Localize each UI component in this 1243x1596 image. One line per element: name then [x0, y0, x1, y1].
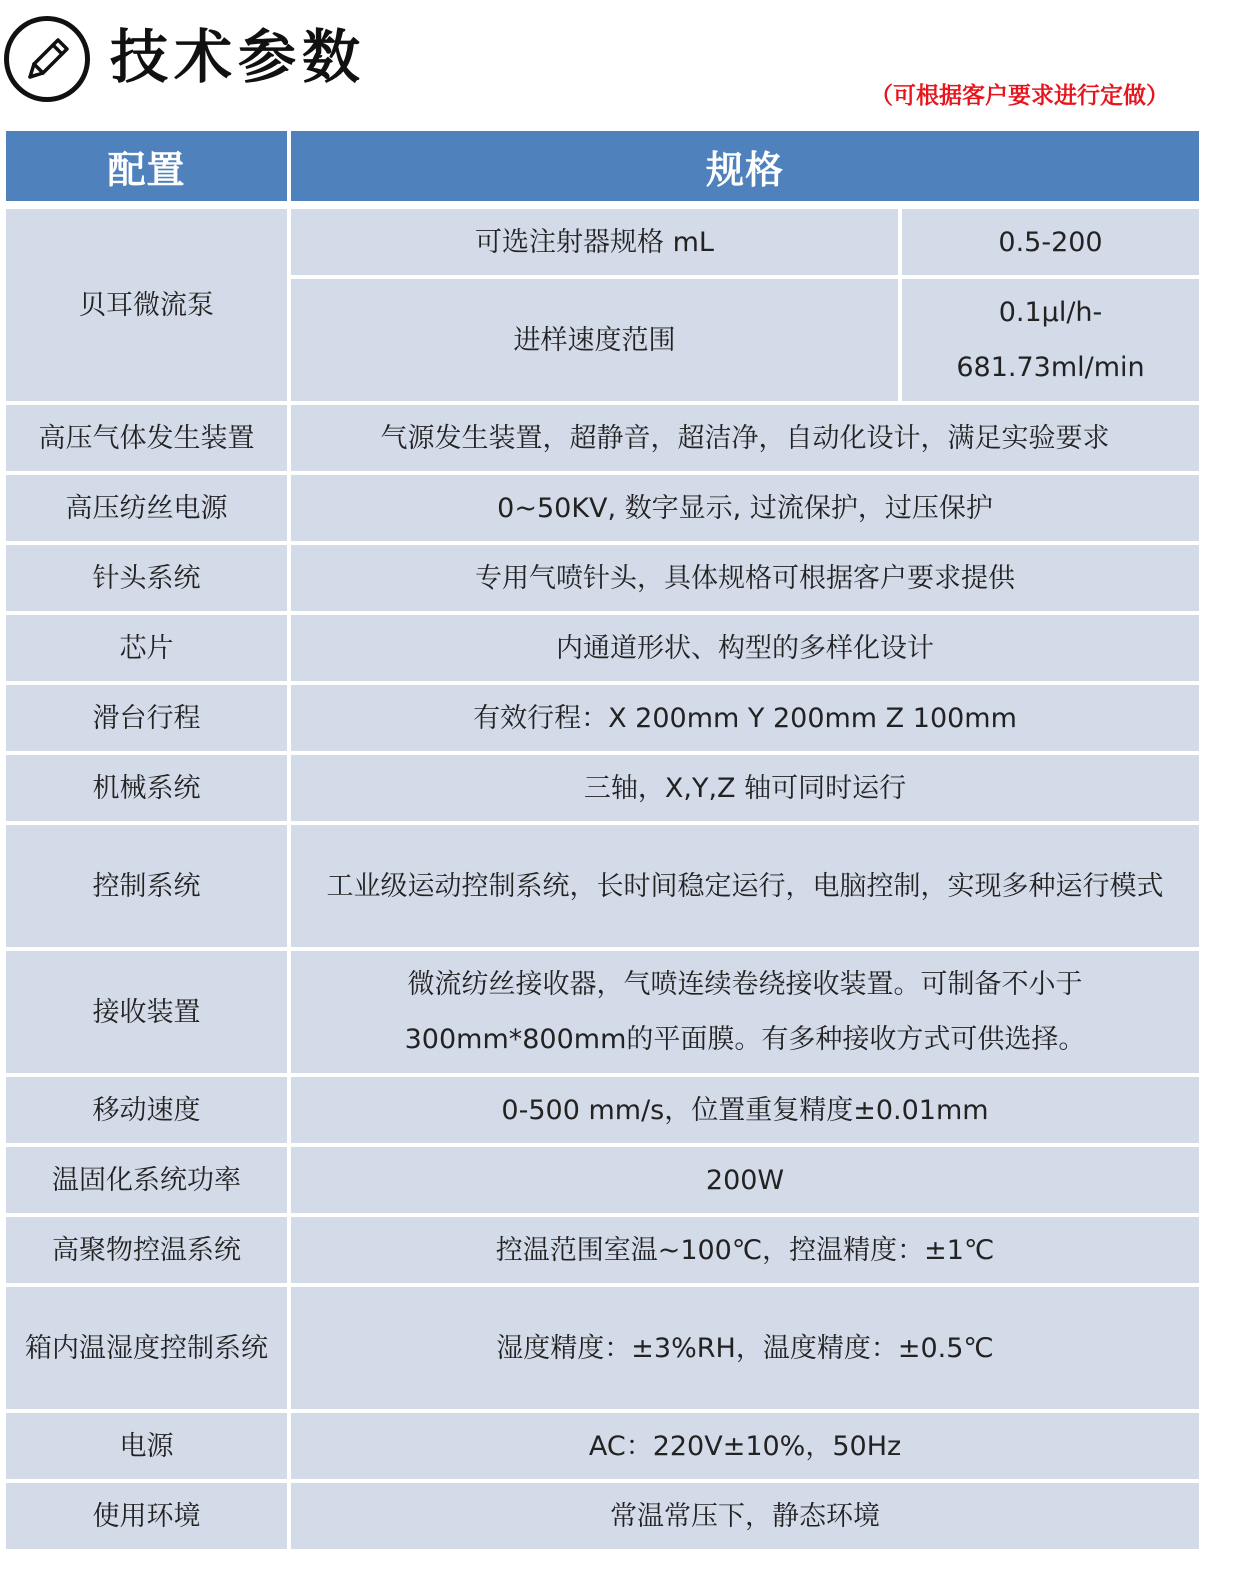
pencil-icon [4, 16, 90, 102]
table-row [6, 545, 1199, 615]
row-value: 湿度精度：±3%RH，温度精度：±0.5℃ [291, 1287, 1199, 1413]
table-row [6, 825, 1199, 951]
row-label: 高压纺丝电源 [6, 475, 291, 545]
table-row [6, 1077, 1199, 1147]
row-label: 接收装置 [6, 951, 291, 1077]
table-header-row [6, 131, 1199, 209]
row-label: 滑台行程 [6, 685, 291, 755]
row-label: 高聚物控温系统 [6, 1217, 291, 1287]
row-label: 箱内温湿度控制系统 [6, 1287, 291, 1413]
row-value: 气源发生装置，超静音，超洁净，自动化设计，满足实验要求 [291, 405, 1199, 475]
table-row [6, 755, 1199, 825]
row-label-pump: 贝耳微流泵 [6, 209, 291, 405]
table-row [6, 1287, 1199, 1413]
table-row [6, 951, 1199, 1077]
row-value: 三轴，X,Y,Z 轴可同时运行 [291, 755, 1199, 825]
table-row [6, 209, 1199, 279]
customization-note: （可根据客户要求进行定做） [870, 82, 1169, 109]
row-label: 温固化系统功率 [6, 1147, 291, 1217]
row-value: 工业级运动控制系统，长时间稳定运行，电脑控制，实现多种运行模式 [291, 825, 1199, 951]
table-row [6, 405, 1199, 475]
row-label: 电源 [6, 1413, 291, 1483]
table-row [6, 1217, 1199, 1287]
row-value: 控温范围室温~100℃，控温精度：±1℃ [291, 1217, 1199, 1287]
table-row [6, 1483, 1199, 1553]
table-row [6, 685, 1199, 755]
page-header [0, 0, 1243, 128]
page-title: 技术参数 [110, 23, 367, 91]
table-row [6, 1413, 1199, 1483]
row-value: 0-500 mm/s，位置重复精度±0.01mm [291, 1077, 1199, 1147]
row-value: 内通道形状、构型的多样化设计 [291, 615, 1199, 685]
pump-syringe-label: 可选注射器规格 mL [291, 209, 902, 279]
row-label: 移动速度 [6, 1077, 291, 1147]
row-label: 芯片 [6, 615, 291, 685]
pump-speed-label: 进样速度范围 [291, 279, 902, 405]
column-header-spec: 规格 [291, 131, 1199, 209]
row-value: 常温常压下，静态环境 [291, 1483, 1199, 1553]
spec-table [6, 131, 1199, 1553]
pump-speed-value: 0.1μl/h-681.73ml/min [902, 279, 1199, 405]
table-row [6, 475, 1199, 545]
column-header-config: 配置 [6, 131, 291, 209]
row-label: 控制系统 [6, 825, 291, 951]
table-row [6, 1147, 1199, 1217]
row-value: 200W [291, 1147, 1199, 1217]
table-row [6, 615, 1199, 685]
row-value: 微流纺丝接收器，气喷连续卷绕接收装置。可制备不小于300mm*800mm的平面膜。有多种接收方式可供选择。 [291, 951, 1199, 1077]
row-label: 使用环境 [6, 1483, 291, 1553]
row-value: 专用气喷针头，具体规格可根据客户要求提供 [291, 545, 1199, 615]
row-label: 高压气体发生装置 [6, 405, 291, 475]
row-label: 针头系统 [6, 545, 291, 615]
row-label: 机械系统 [6, 755, 291, 825]
pump-syringe-value: 0.5-200 [902, 209, 1199, 279]
row-value: 0~50KV, 数字显示, 过流保护，过压保护 [291, 475, 1199, 545]
row-value: AC：220V±10%，50Hz [291, 1413, 1199, 1483]
row-value: 有效行程：X 200mm Y 200mm Z 100mm [291, 685, 1199, 755]
